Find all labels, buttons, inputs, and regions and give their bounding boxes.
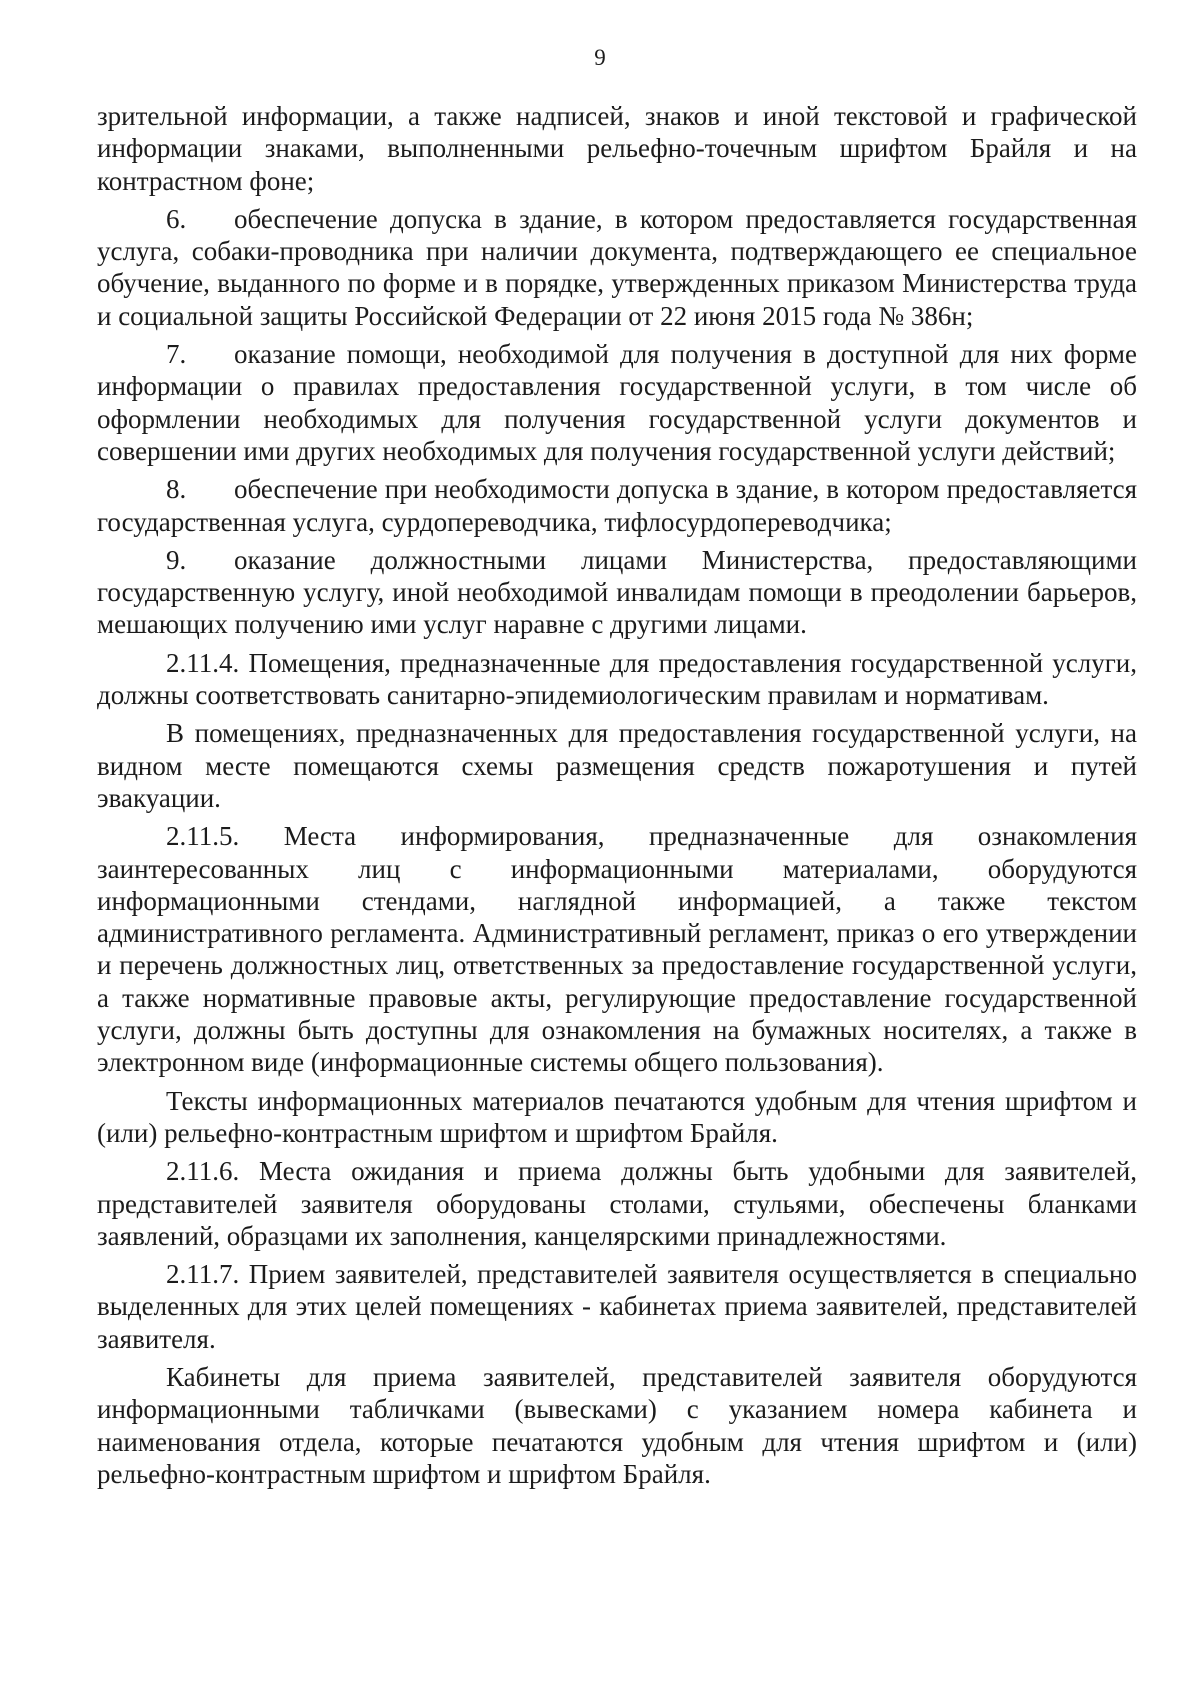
list-item-number: 7. [166,339,187,370]
paragraph-continuation: зрительной информации, а также надписей, знаков и иной текстовой и графической информации знаками, выполненными рельефно-точечным шрифтом Брайля и на контрастном фоне; [97,101,1137,196]
paragraph-info-materials: Тексты информационных материалов печатаются удобным для чтения шрифтом и (или) рельефно-контрастным шрифтом и шрифтом Брайля. [97,1085,1137,1148]
list-item-6 [97,203,1137,332]
list-item-number: 6. [166,203,187,234]
list-item-number: 8. [166,474,187,505]
list-item-8 [97,473,1137,538]
list-item-text: оказание должностными лицами Министерства, предоставляющими государственную услугу, иной необходимой инвалидам помощи в преодолении барьеров, мешающих получению ими услуг наравне с другими лицами. [97,544,1137,640]
paragraph-2-11-4: 2.11.4. Помещения, предназначенные для предоставления государственной услуги, должны соответствовать санитарно-эпидемиологическим правилам и нормативам. [97,647,1137,711]
paragraph-2-11-5: 2.11.5. Места информирования, предназначенные для ознакомления заинтересованных лиц с информационными материалами, оборудуются информационными стендами, наглядной информацией, а также текстом административного регламента. Административный регламент, приказ о его утверждении и перечень должностных лиц, ответственных за предоставление государственной услуги, а также нормативные правовые акты, регулирующие предоставление государственной услуги, должны быть доступны для ознакомления на бумажных носителях, а также в электронном виде (информационные системы общего пользования). [97,821,1137,1078]
list-item-text: обеспечение при необходимости допуска в здание, в котором предоставляется государственная услуга, сурдопереводчика, тифлосурдопереводчика; [97,474,1137,537]
list-item-9 [97,544,1137,641]
paragraph-cabinets: Кабинеты для приема заявителей, представителей заявителя оборудуются информационными табличками (вывесками) с указанием номера кабинета и наименования отдела, которые печатаются удобным для чтения шрифтом и (или) рельефно-контрастным шрифтом и шрифтом Брайля. [97,1361,1137,1489]
paragraph-evacuation-schemes: В помещениях, предназначенных для предоставления государственной услуги, на видном месте помещаются схемы размещения средств пожаротушения и путей эвакуации. [97,718,1137,813]
document-body [97,100,1137,1490]
paragraph-2-11-6: 2.11.6. Места ожидания и приема должны быть удобными для заявителей, представителей заявителя оборудованы столами, стульями, обеспечены бланками заявлений, образцами их заполнения, канцелярскими принадлежностями. [97,1156,1137,1251]
list-item-text: оказание помощи, необходимой для получения в доступной для них форме информации о правилах предоставления государственной услуги, в том числе об оформлении необходимых для получения государственной услуги документов и совершении ими других необходимых для получения государственной услуги действий; [97,339,1137,466]
paragraph-2-11-7: 2.11.7. Прием заявителей, представителей заявителя осуществляется в специально выделенных для этих целей помещениях - кабинетах приема заявителей, представителей заявителя. [97,1259,1137,1354]
list-item-number: 9. [166,544,187,575]
page-number: 9 [594,45,606,70]
list-item-7 [97,338,1137,467]
list-item-text: обеспечение допуска в здание, в котором предоставляется государственная услуга, собаки-проводника при наличии документа, подтверждающего ее специальное обучение, выданного по форме и в порядке, утвержденных приказом Министерства труда и социальной защиты Российской Федерации от 22 июня 2015 года № 386н; [97,203,1137,331]
